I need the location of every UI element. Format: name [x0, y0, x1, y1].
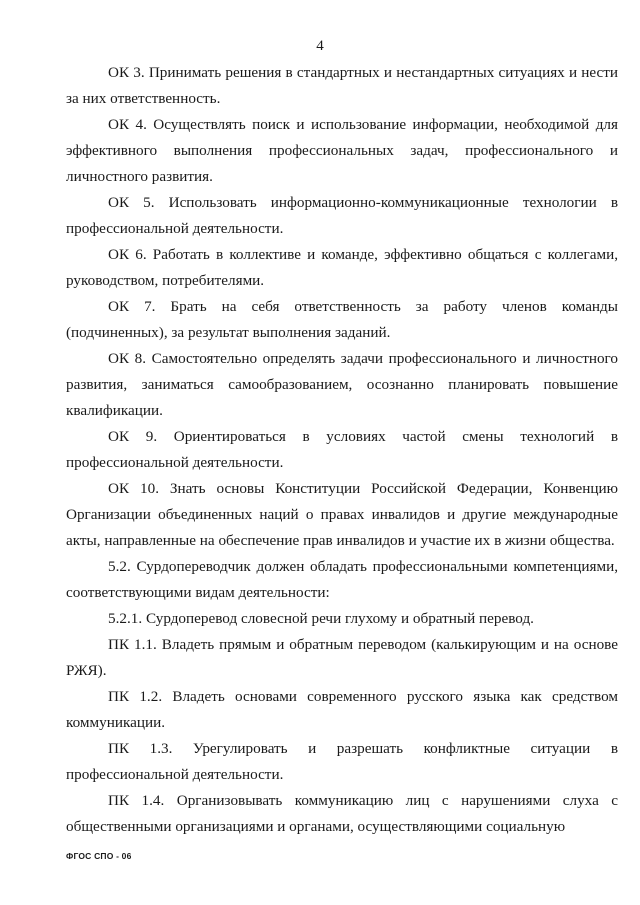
paragraph-pk1-2: ПК 1.2. Владеть основами современного русского языка как средством коммуникации. [66, 688, 618, 731]
paragraph-pk1-1: ПК 1.1. Владеть прямым и обратным переводом (калькирующим и на основе РЖЯ). [66, 636, 618, 679]
paragraph-ok4: ОК 4. Осуществлять поиск и использование информации, необходимой для эффективного выполнения профессиональных задач, профессионального и личностного развития. [66, 116, 618, 185]
paragraph-ok8: ОК 8. Самостоятельно определять задачи профессионального и личностного развития, заниматься самообразованием, осознанно планировать повышение квалификации. [66, 350, 618, 419]
paragraph-section-5-2: 5.2. Сурдопереводчик должен обладать профессиональными компетенциями, соответствующими видам деятельности: [66, 558, 618, 601]
paragraph-ok6: ОК 6. Работать в коллективе и команде, эффективно общаться с коллегами, руководством, потребителями. [66, 246, 618, 289]
paragraph-ok5: ОК 5. Использовать информационно-коммуникационные технологии в профессиональной деятельности. [66, 194, 618, 237]
paragraph-ok7: ОК 7. Брать на себя ответственность за работу членов команды (подчиненных), за результат выполнения заданий. [66, 298, 618, 341]
page-number: 4 [316, 38, 324, 54]
paragraph-ok3: ОК 3. Принимать решения в стандартных и нестандартных ситуациях и нести за них ответственность. [66, 64, 618, 107]
paragraph-pk1-3: ПК 1.3. Урегулировать и разрешать конфликтные ситуации в профессиональной деятельности. [66, 740, 618, 783]
document-body [66, 60, 618, 840]
paragraph-pk1-4: ПК 1.4. Организовывать коммуникацию лиц с нарушениями слуха с общественными организациями и органами, осуществляющими социальную [66, 792, 618, 835]
paragraph-section-5-2-1: 5.2.1. Сурдоперевод словесной речи глухому и обратный перевод. [108, 610, 534, 627]
paragraph-ok10: ОК 10. Знать основы Конституции Российской Федерации, Конвенцию Организации объединенных наций о правах инвалидов и другие международные акты, направленные на обеспечение прав инвалидов и участие их в жизни общества. [66, 480, 618, 549]
footer-label: ФГОС СПО - 06 [66, 851, 132, 861]
paragraph-ok9: ОК 9. Ориентироваться в условиях частой смены технологий в профессиональной деятельности. [66, 428, 618, 471]
